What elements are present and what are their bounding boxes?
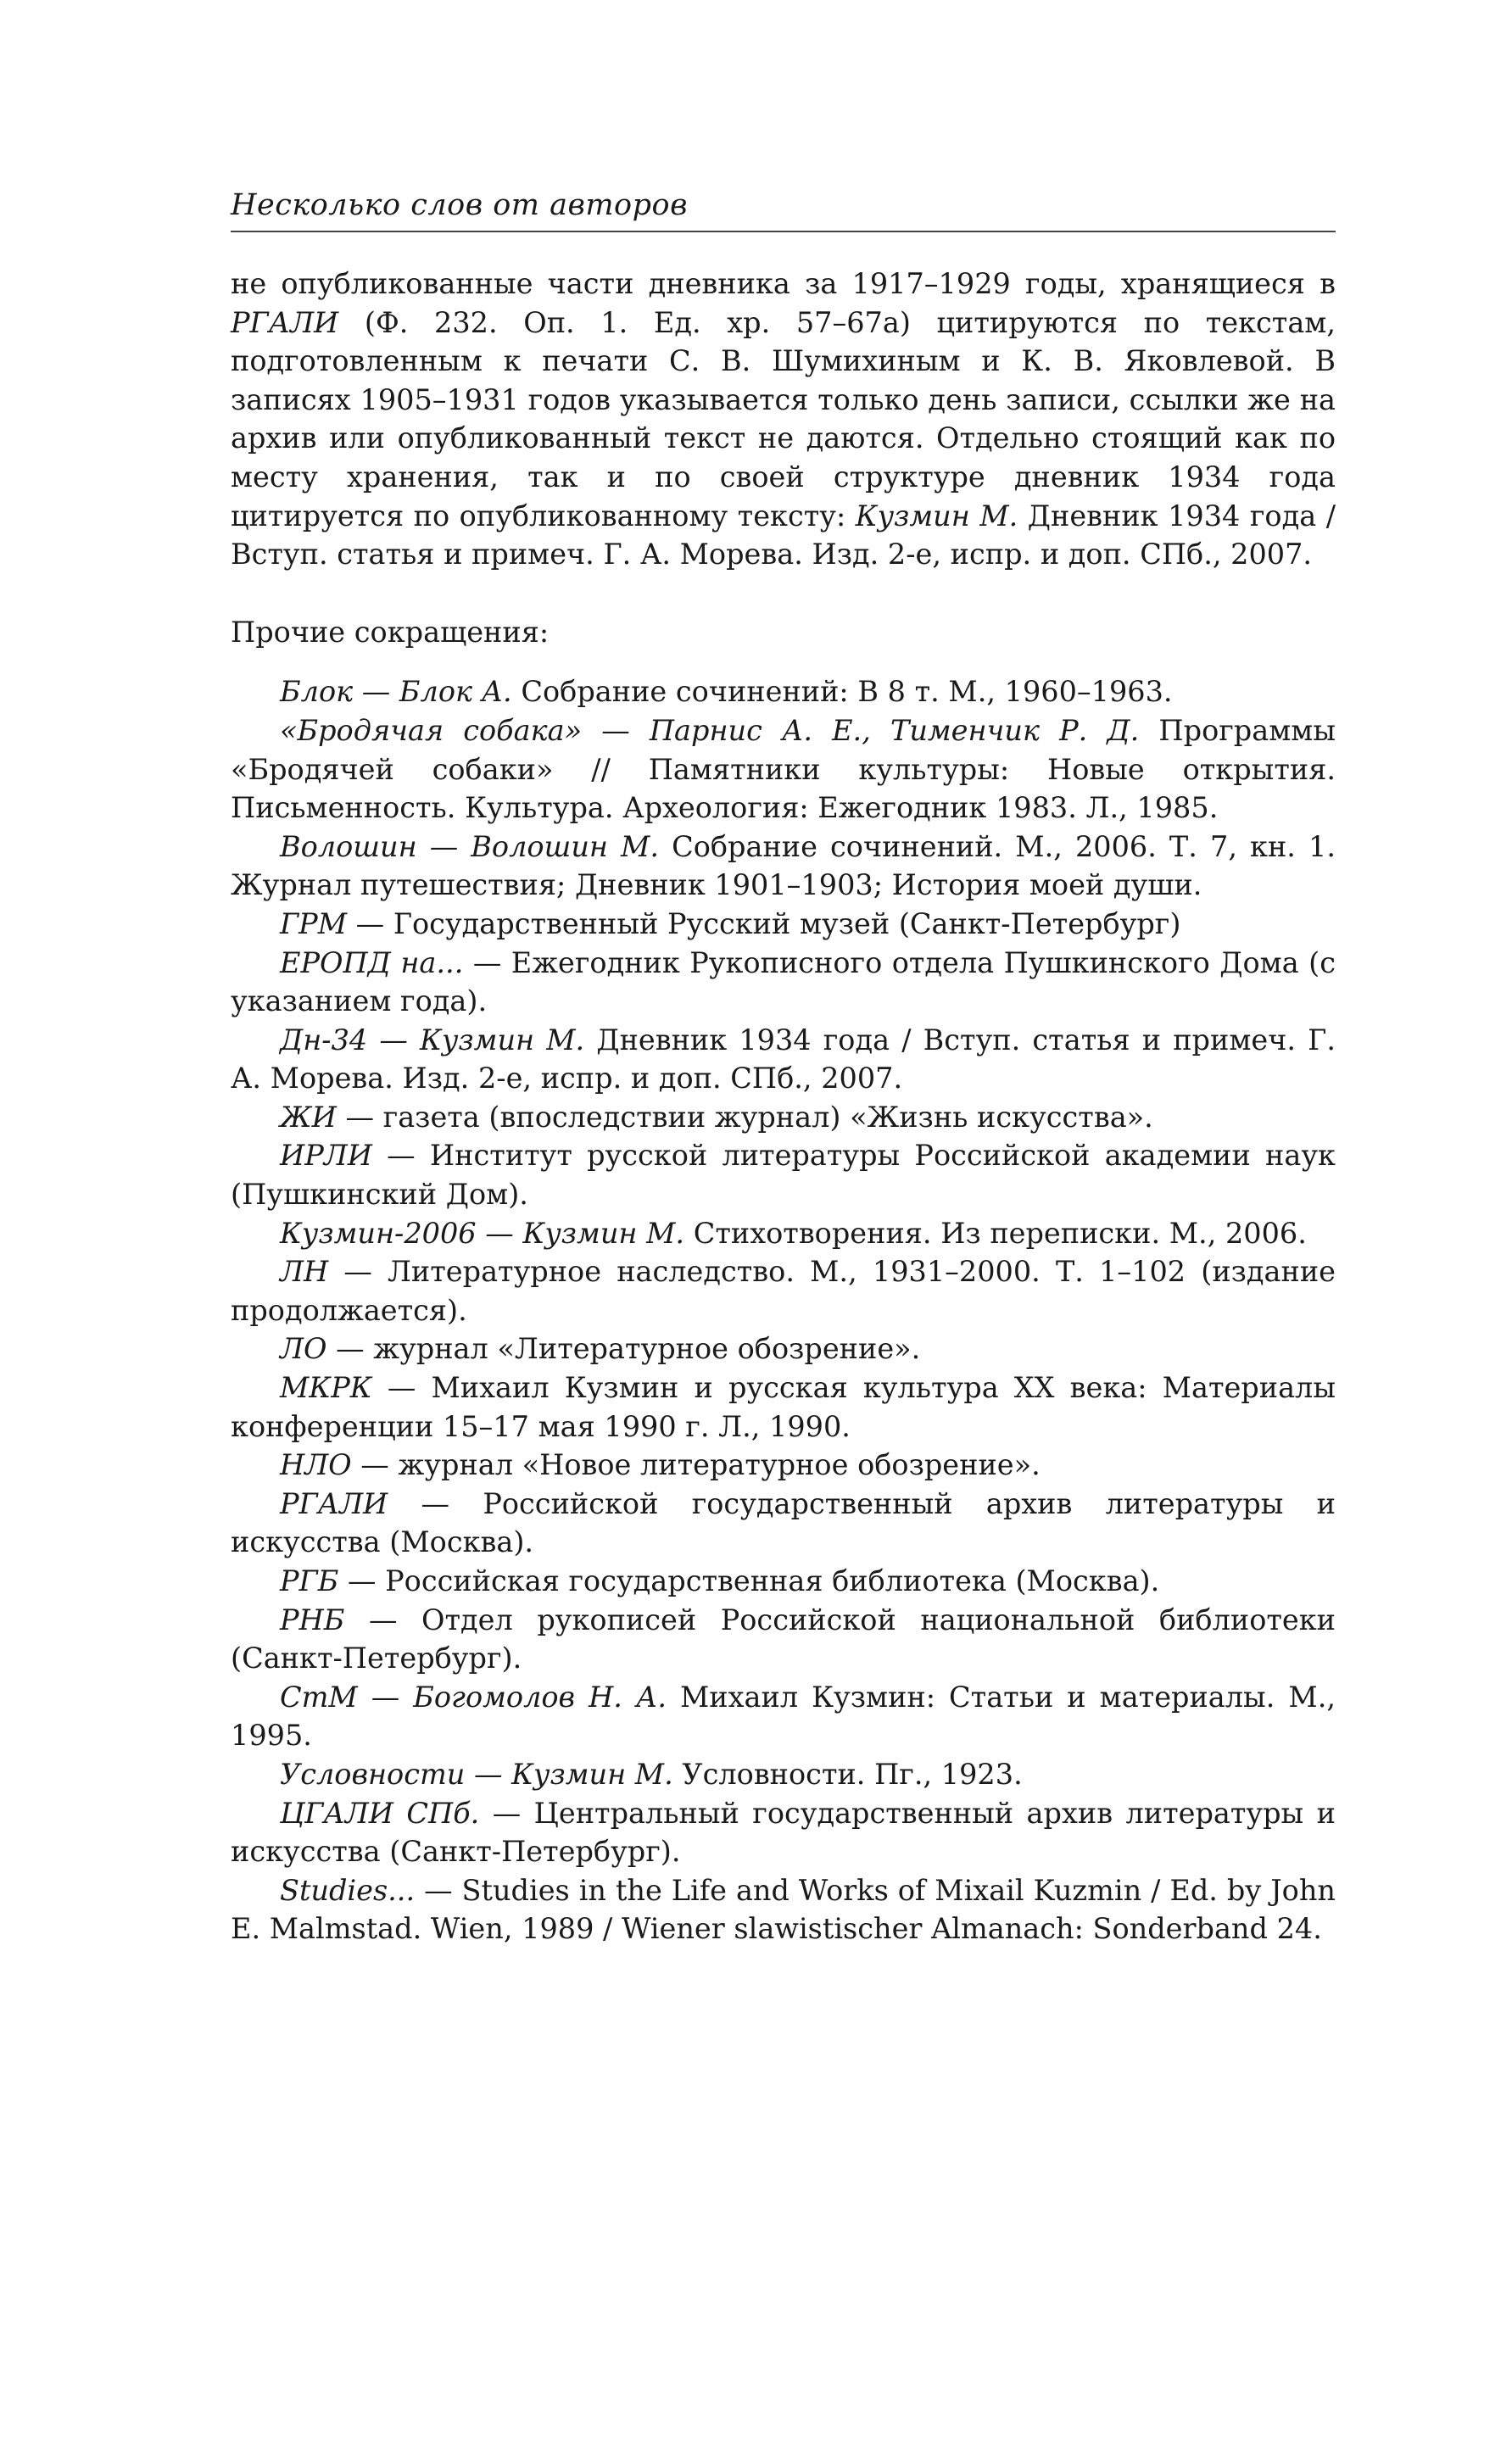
abbreviation-list [231, 672, 1336, 1948]
text-run: — газета (впоследствии журнал) «Жизнь искусства». [336, 1100, 1153, 1134]
italic-run: ЕРОПД на... [280, 945, 464, 979]
italic-run: РГАЛИ [231, 305, 339, 339]
abbreviation-entry [231, 1562, 1336, 1601]
italic-run: НЛО [280, 1448, 352, 1482]
abbreviation-entry [231, 1678, 1336, 1755]
abbreviation-entry [231, 905, 1336, 944]
abbreviation-entry [231, 1485, 1336, 1562]
italic-run: МКРК [280, 1371, 372, 1405]
intro-paragraph [231, 265, 1336, 574]
italic-run: РНБ [280, 1603, 345, 1636]
italic-run: РГБ [280, 1564, 339, 1597]
abbreviation-entry [231, 1136, 1336, 1213]
text-run: — Институт русской литературы Российской академии наук (Пушкинский Дом). [231, 1139, 1336, 1212]
text-run: — Государственный Русский музей (Санкт-Петербург) [347, 906, 1181, 940]
abbreviation-entry [231, 1871, 1336, 1948]
text-run: Стихотворения. Из переписки. М., 2006. [684, 1216, 1307, 1250]
text-run: — Ежегодник Рукописного отдела Пушкинского Дома (с указанием года). [231, 945, 1336, 1018]
text-run: — Отдел рукописей Российской национальной библиотеки (Санкт-Петербург). [231, 1603, 1336, 1675]
abbreviation-entry [231, 944, 1336, 1021]
abbreviation-entry [231, 711, 1336, 828]
text-run: Собрание сочинений. М., 2006. Т. 7, кн. 1. Журнал путешествия; Дневник 1901–1903; История моей души. [231, 829, 1336, 902]
italic-run: «Бродячая собака» — Парнис А. Е., Тименчик Р. Д. [280, 713, 1140, 747]
italic-run: Кузмин М. [855, 499, 1018, 532]
italic-run: ИРЛИ [280, 1139, 372, 1173]
italic-run: ЦГАЛИ СПб. [280, 1796, 480, 1830]
italic-run: Условности — Кузмин М. [280, 1757, 673, 1791]
abbreviation-entry [231, 1252, 1336, 1330]
text-run: — журнал «Новое литературное обозрение». [351, 1448, 1041, 1482]
italic-run: Studies... [280, 1873, 416, 1907]
italic-run: Волошин — Волошин М. [280, 829, 659, 863]
text-run: Условности. Пг., 1923. [672, 1757, 1023, 1791]
italic-run: ЖИ [280, 1100, 337, 1134]
italic-run: РГАЛИ [280, 1486, 388, 1520]
running-head: Несколько слов от авторов [231, 188, 688, 222]
abbreviation-entry [231, 672, 1336, 711]
italic-run: Кузмин-2006 — Кузмин М. [280, 1216, 685, 1250]
abbreviation-entry [231, 1794, 1336, 1871]
text-run: Программы «Бродячей собаки» // Памятники культуры: Новые открытия. Письменность. Культура. Археология: Ежегодник 1983. Л., 1985. [231, 713, 1336, 825]
text-run: — журнал «Литературное обозрение». [326, 1332, 921, 1366]
abbreviation-entry [231, 1446, 1336, 1485]
abbreviation-entry [231, 1098, 1336, 1137]
main-text [231, 265, 1336, 1948]
text-run: не опубликованные части дневника за 1917–1929 годы, хранящиеся в [231, 267, 1336, 300]
section-title: Прочие сокращения: [231, 615, 550, 649]
abbreviation-entry [231, 1369, 1336, 1446]
text-run: (Ф. 232. Оп. 1. Ед. хр. 57–67а) цитируются по текстам, подготовленным к печати С. В. Шумихиным и К. В. Яковлевой. В записях 1905–1931 годов указывается только день записи, ссылки же на архив или опубликованный текст не даются. Отдельно стоящий как по месту хранения, так и по своей структуре дневник 1934 года цитируется по опубликованному тексту: [231, 305, 1336, 532]
text-run: — Российская государственная библиотека (Москва). [338, 1564, 1160, 1597]
italic-run: Блок — Блок А. [280, 675, 512, 709]
italic-run: СтМ — Богомолов Н. А. [280, 1680, 667, 1714]
text-run: — Центральный государственный архив литературы и искусства (Санкт-Петербург). [231, 1796, 1336, 1869]
text-run: Дневник 1934 года / Вступ. статья и примеч. Г. А. Морева. Изд. 2-е, испр. и доп. СПб., 2007. [231, 1023, 1336, 1095]
header-rule [231, 231, 1336, 232]
text-run: Михаил Кузмин: Статьи и материалы. М., 1995. [231, 1680, 1336, 1753]
abbreviation-entry [231, 1330, 1336, 1369]
text-run: — Литературное наследство. М., 1931–2000. Т. 1–102 (издание продолжается). [231, 1255, 1336, 1327]
italic-run: ГРМ [280, 906, 348, 940]
text-run: Дневник 1934 года / Вступ. статья и примеч. Г. А. Морева. Изд. 2-е, испр. и доп. СПб., 2007. [231, 499, 1336, 571]
italic-run: Дн-34 — Кузмин М. [280, 1023, 585, 1056]
abbreviation-entry [231, 828, 1336, 905]
italic-run: ЛО [280, 1332, 327, 1366]
abbreviation-entry [231, 1601, 1336, 1678]
abbreviation-entry [231, 1214, 1336, 1253]
abbreviation-entry [231, 1021, 1336, 1098]
italic-run: ЛН [280, 1255, 329, 1289]
abbreviation-entry [231, 1755, 1336, 1794]
text-run: — Studies in the Life and Works of Mixail Kuzmin / Ed. by John E. Malmstad. Wien, 1989 / Wiener slawistischer Almanach: Sonderband 24. [231, 1873, 1336, 1946]
text-run: Собрание сочинений: В 8 т. М., 1960–1963. [511, 675, 1173, 709]
text-run: — Михаил Кузмин и русская культура XX века: Материалы конференции 15–17 мая 1990 г. Л., 1990. [231, 1371, 1336, 1443]
text-run: — Российской государственный архив литературы и искусства (Москва). [231, 1486, 1336, 1559]
